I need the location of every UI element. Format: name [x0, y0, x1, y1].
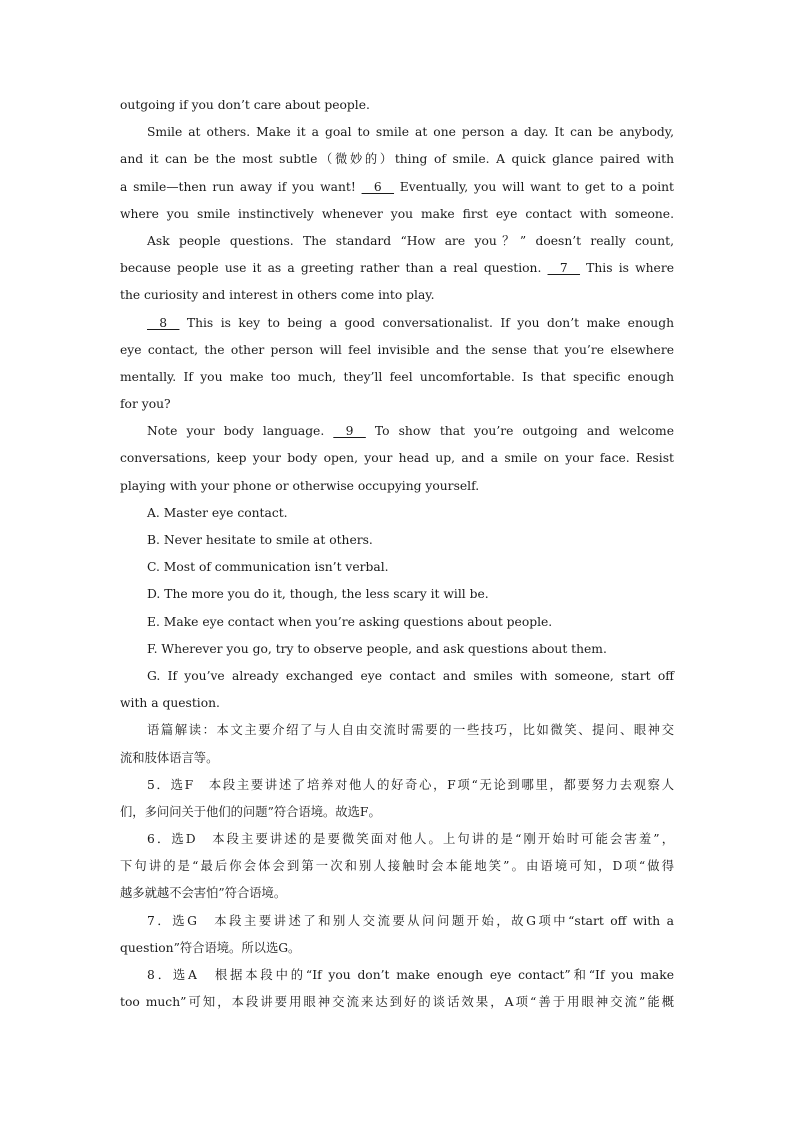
passage-line: where you smile instinctively whenever you make first eye contact with someone. — [120, 206, 674, 221]
answer-8: 8．选A 根据本段中的“If you don’t make enough eye contact”和“If you make — [147, 968, 674, 982]
option-b: B. Never hesitate to smile at others. — [147, 533, 373, 547]
passage-line: Ask people questions. The standard “How are you？” doesn’t really count, — [147, 233, 674, 248]
passage-line: because people use it as a greeting rather than a real question. __7__ This is where — [120, 261, 674, 276]
passage-line: a smile—then run away if you want! __6__ Eventually, you will want to get to a point — [120, 179, 674, 194]
analysis-line: 语篇解读：本文主要介绍了与人自由交流时需要的一些技巧，比如微笑、提问、眼神交 — [147, 723, 674, 738]
answer-7: 7．选G 本段主要讲述了和别人交流要从问问题开始，故G项中“start off with a — [147, 913, 674, 928]
options-section — [120, 500, 674, 718]
passage-line: eye contact, the other person will feel invisible and the sense that you’re elsewhere — [120, 342, 674, 357]
passage-section — [120, 92, 674, 500]
option-f: F. Wherever you go, try to observe people, and ask questions about them. — [147, 641, 607, 656]
answer-6-continued: 越多就越不会害怕”符合语境。 — [120, 886, 287, 901]
analysis-section — [120, 717, 674, 1016]
passage-line: Smile at others. Make it a goal to smile at one person a day. It can be anybody, — [147, 125, 674, 140]
passage-line: conversations, keep your body open, your head up, and a smile on your face. Resist — [120, 451, 674, 466]
answer-6: 6．选D 本段主要讲述的是要微笑面对他人。上句讲的是“刚开始时可能会害羞”， — [147, 832, 674, 847]
answer-blank: __9__ — [333, 424, 366, 439]
passage-line: mentally. If you make too much, they’ll feel uncomfortable. Is that specific enough — [120, 369, 674, 384]
option-c: C. Most of communication isn’t verbal. — [147, 560, 389, 575]
option-g: G. If you’ve already exchanged eye contact and smiles with someone, start off — [147, 668, 674, 683]
answer-7-continued: question”符合语境。所以选G。 — [120, 940, 301, 955]
answer-blank: __7__ — [547, 261, 580, 276]
option-d: D. The more you do it, though, the less scary it will be. — [147, 587, 489, 602]
option-e: E. Make eye contact when you’re asking questions about people. — [147, 614, 553, 629]
answer-6-continued: 下句讲的是“最后你会体会到第一次和别人接触时会本能地笑”。由语境可知，D项“做得 — [120, 859, 674, 874]
answer-5: 5．选F 本段主要讲述了培养对他人的好奇心，F项“无论到哪里，都要努力去观察人 — [147, 777, 674, 792]
analysis-line: 流和肢体语言等。 — [120, 750, 219, 765]
passage-line: for you? — [120, 397, 171, 412]
answer-5-continued: 们，多问问关于他们的问题”符合语境。故选F。 — [120, 804, 381, 819]
passage-line: and it can be the most subtle（微妙的）thing of smile. A quick glance paired with — [120, 152, 674, 167]
option-g-continued: with a question. — [120, 696, 220, 711]
option-a: A. Master eye contact. — [147, 505, 288, 520]
answer-8-continued: too much”可知，本段讲要用眼神交流来达到好的谈话效果，A项“善于用眼神交流”能概 — [120, 995, 674, 1010]
passage-line: outgoing if you don’t care about people. — [120, 98, 370, 112]
passage-line: Note your body language. __9__ To show that you’re outgoing and welcome — [147, 424, 674, 439]
passage-line: __8__ This is key to being a good conversationalist. If you don’t make enough — [147, 315, 674, 330]
answer-blank: __8__ — [147, 315, 180, 330]
passage-line: playing with your phone or otherwise occupying yourself. — [120, 478, 480, 493]
answer-blank: __6__ — [361, 179, 395, 194]
document-page — [120, 92, 674, 1016]
passage-line: the curiosity and interest in others come into play. — [120, 288, 435, 303]
